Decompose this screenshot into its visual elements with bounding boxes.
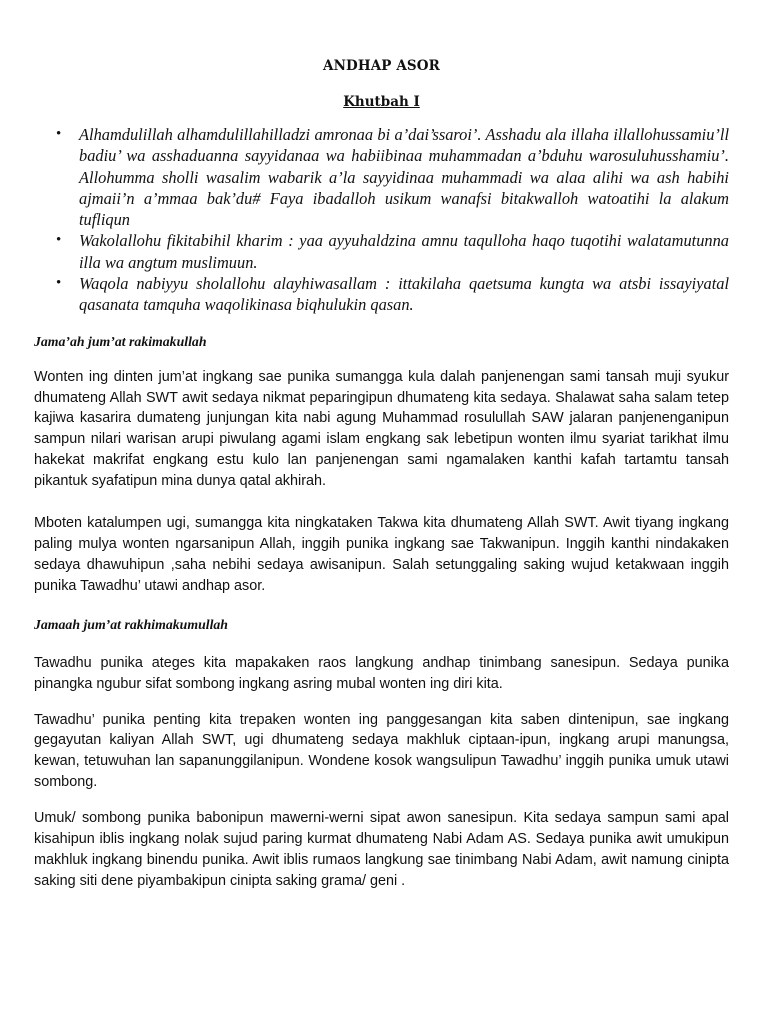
opening-prayer-list xyxy=(34,124,729,316)
paragraph-1: Wonten ing dinten jum’at ingkang sae punika sumangga kula dalah panjenengan sami tansah muji syukur dhumateng Allah SWT awit sedaya nikmat peparingipun dhumateng kita sedaya. Shalawat saha salam tetep kajiwa kasarira dumateng junjungan kita nabi agung Muhammad rosulullah SAW jalaran panjenenganipun sampun nilari warisan arupi piwulang agami islam engkang sak lebetipun wonten ilmu syariat tarikhat ilmu hakekat makrifat engkang estu kulo lan panjenengan sami ngamalaken kanthi kafah tartamtu tansah pikantuk syafatipun mina dunya qatal akhirah. xyxy=(34,368,729,490)
list-item xyxy=(34,273,729,316)
bullet-icon: • xyxy=(56,275,62,292)
bullet-icon: • xyxy=(56,126,62,142)
document-subtitle: Khutbah I xyxy=(343,94,420,110)
list-item-text: Waqola nabiyyu sholallohu alayhiwasallam : ittakilaha qaetsuma kungta wa atsbi issayiyatal qasanata tamquha waqolikinasa biqhulukin qasan. xyxy=(79,274,729,315)
document-title: ANDHAP ASOR xyxy=(323,58,440,74)
bullet-icon: • xyxy=(56,232,62,249)
paragraph-3: Tawadhu punika ateges kita mapakaken raos langkung andhap tinimbang sanesipun. Sedaya punika pinangka ngubur sifat sombong ingkang asring mubal wonten ing diri kita. xyxy=(34,654,729,692)
list-item-text: Wakolallohu fikitabihil kharim : yaa ayyuhaldzina amnu taqulloha haqo tuqotihi walatamutunna illa wa angtum muslimuun. xyxy=(79,231,729,272)
section-heading-1: Jama’ah jum’at rakimakullah xyxy=(34,333,207,349)
paragraph-2: Mboten katalumpen ugi, sumangga kita ningkataken Takwa kita dhumateng Allah SWT. Awit tiyang ingkang paling mulya wonten ngarsanipun Allah, inggih punika ingkang sae Takwanipun. Inggih kanthi nindakaken sedaya dhawuhipun ,saha nebihi sedaya awisanipun. Salah setunggaling saking wujud ketakwaan inggih punika Tawadhu’ utawi andhap asor. xyxy=(34,515,729,594)
paragraph-5: Umuk/ sombong punika babonipun mawerni-werni sipat awon sanesipun. Kita sedaya sampun sami apal kisahipun iblis ingkang nolak sujud paring kurmat dhumateng Nabi Adam AS. Sedaya punika awit umukipun makhluk ingkang binendu punika. Awit iblis rumaos langkung sae tinimbang Nabi Adam, awit namung cinipta saking siti dene piyambakipun cinipta saking grama/ geni . xyxy=(34,810,729,889)
paragraph-4: Tawadhu’ punika penting kita trepaken wonten ing panggesangan kita saben dintenipun, sae ingkang gegayutan kaliyan Allah SWT, ugi dhumateng sedaya makhluk ciptaan-ipun, ingkang arupi manungsa, kewan, tetuwuhan lan sapanunggilanipun. Wondene kosok wangsulipun Tawadhu’ inggih punika umuk utawi sombong. xyxy=(34,711,729,791)
list-item-text: Alhamdulillah alhamdulillahilladzi amronaa bi a’dai’ssaroi’. Asshadu ala illaha illallohussamiu’ll badiu’ wa asshaduanna sayyidanaa wa habiibinaa muhammadan a’bduhu warosuluhusshamiu’. Allohumma sholli wasalim wabarik a’la sayyidinaa muhammadi wa alaa alihi wa ash habihi ajmaii’n a’mmaa bak’du# Faya ibadalloh usikum wanafsi bitakwalloh watoatihi la alakum tufliqun xyxy=(79,125,729,230)
list-item xyxy=(34,124,729,230)
document-page xyxy=(34,0,729,1024)
list-item xyxy=(34,230,729,273)
section-heading-2: Jamaah jum’at rakhimakumullah xyxy=(34,616,228,632)
